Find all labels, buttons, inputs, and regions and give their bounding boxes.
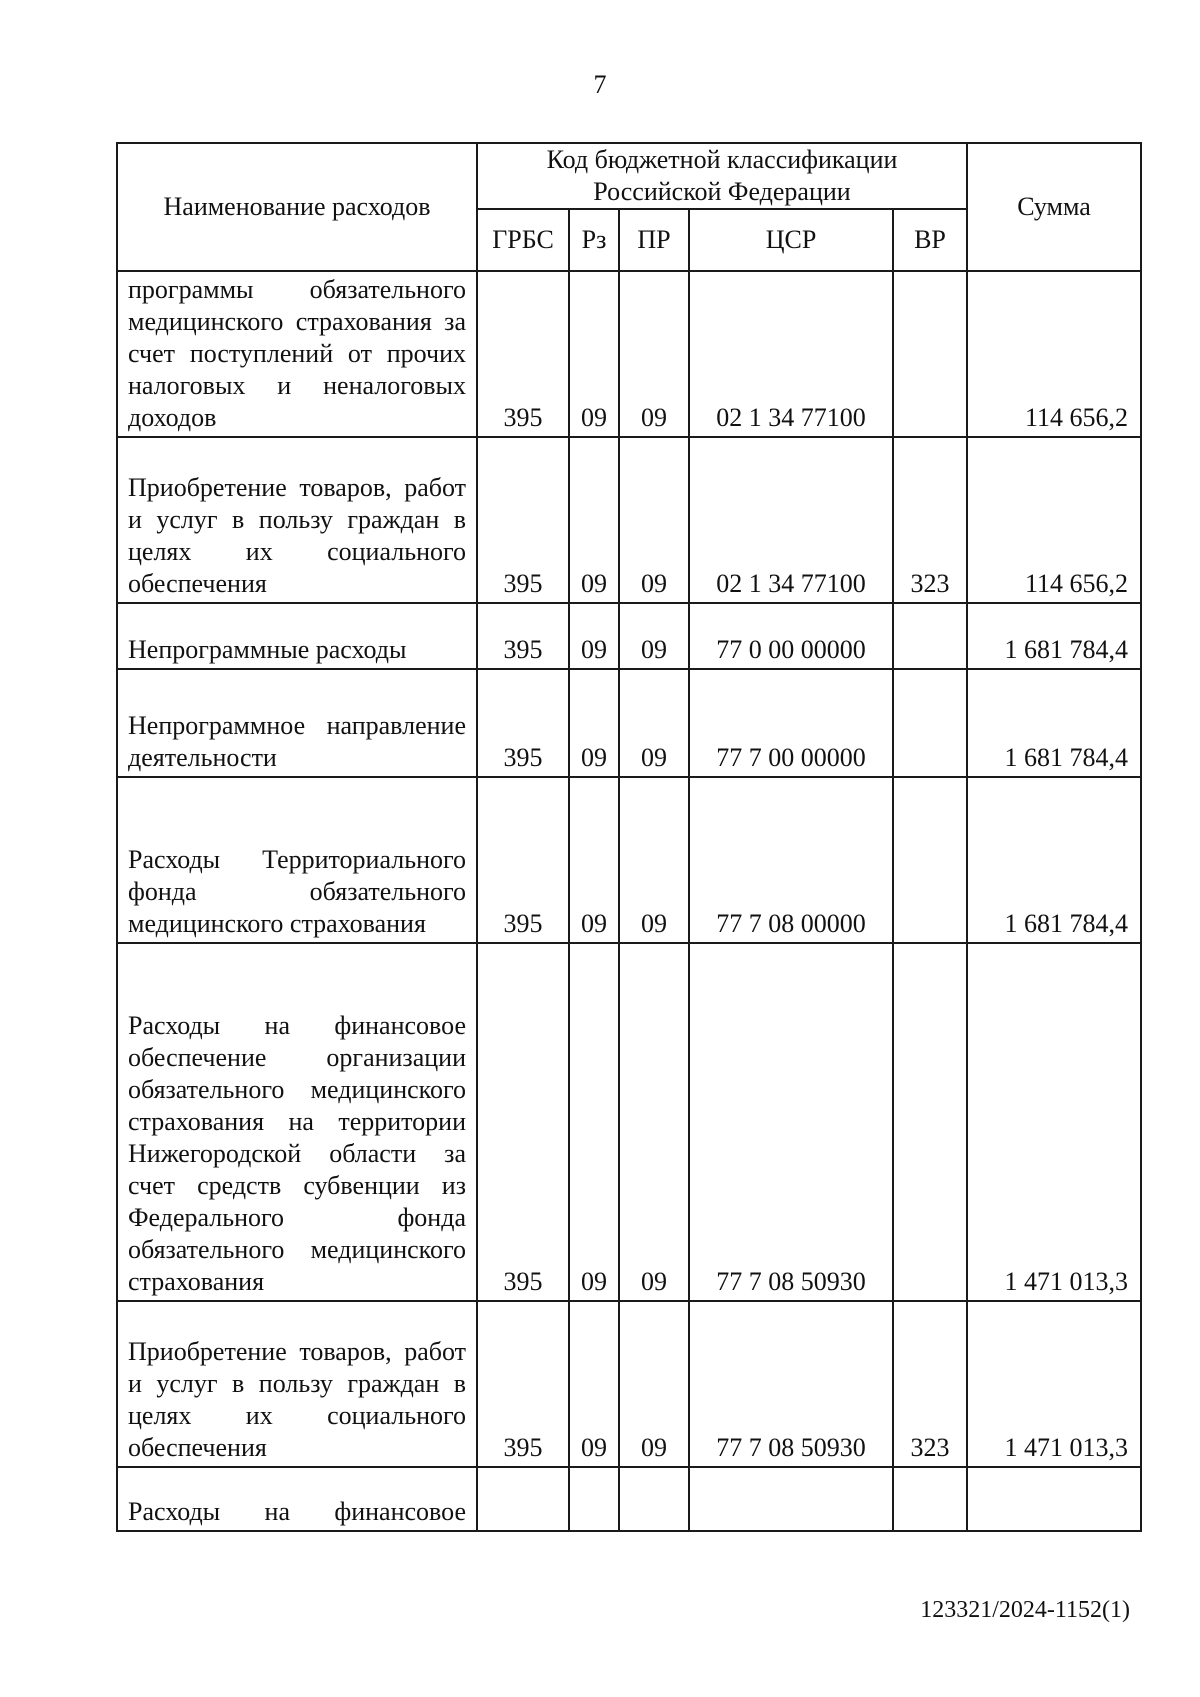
row-pr <box>619 1467 689 1531</box>
row-csr <box>689 1467 893 1531</box>
table-row <box>117 943 1141 1301</box>
table-row <box>117 1301 1141 1467</box>
row-name: Приобретение товаров, работ и услуг в пользу граждан в целях их социального обеспечения <box>117 437 477 603</box>
row-pr: 09 <box>619 437 689 603</box>
row-rz <box>569 1467 619 1531</box>
row-rz: 09 <box>569 603 619 669</box>
row-csr: 77 7 00 00000 <box>689 669 893 777</box>
row-grbs: 395 <box>477 669 569 777</box>
row-name: Расходы на финансовое <box>117 1467 477 1531</box>
table-row <box>117 271 1141 437</box>
header-code-group: Код бюджетной классификации Российской Федерации <box>477 143 967 209</box>
header-pr: ПР <box>619 209 689 271</box>
table-row <box>117 603 1141 669</box>
table-row <box>117 1467 1141 1531</box>
header-rz: Рз <box>569 209 619 271</box>
row-name: Непрограммное направление деятельности <box>117 669 477 777</box>
header-grbs: ГРБС <box>477 209 569 271</box>
header-csr: ЦСР <box>689 209 893 271</box>
row-rz: 09 <box>569 271 619 437</box>
row-csr: 77 7 08 50930 <box>689 943 893 1301</box>
row-sum: 1 471 013,3 <box>967 1301 1141 1467</box>
row-pr: 09 <box>619 943 689 1301</box>
row-vr: 323 <box>893 437 967 603</box>
table-row <box>117 437 1141 603</box>
table-row <box>117 669 1141 777</box>
budget-table <box>116 142 1142 1532</box>
row-grbs: 395 <box>477 437 569 603</box>
row-vr <box>893 1467 967 1531</box>
row-sum <box>967 1467 1141 1531</box>
row-pr: 09 <box>619 669 689 777</box>
row-sum: 1 681 784,4 <box>967 669 1141 777</box>
row-grbs: 395 <box>477 271 569 437</box>
row-sum: 114 656,2 <box>967 437 1141 603</box>
row-csr: 77 7 08 50930 <box>689 1301 893 1467</box>
row-name: Расходы Территориального фонда обязательного медицинского страхования <box>117 777 477 943</box>
row-csr: 02 1 34 77100 <box>689 437 893 603</box>
row-sum: 1 681 784,4 <box>967 777 1141 943</box>
row-rz: 09 <box>569 777 619 943</box>
row-csr: 77 0 00 00000 <box>689 603 893 669</box>
row-vr: 323 <box>893 1301 967 1467</box>
page-number: 7 <box>593 70 607 99</box>
row-name: Непрограммные расходы <box>117 603 477 669</box>
row-pr: 09 <box>619 1301 689 1467</box>
row-csr: 02 1 34 77100 <box>689 271 893 437</box>
row-grbs: 395 <box>477 1301 569 1467</box>
row-grbs: 395 <box>477 603 569 669</box>
document-number: 123321/2024-1152(1) <box>920 1597 1130 1623</box>
row-sum: 114 656,2 <box>967 271 1141 437</box>
row-rz: 09 <box>569 1301 619 1467</box>
row-csr: 77 7 08 00000 <box>689 777 893 943</box>
row-pr: 09 <box>619 777 689 943</box>
row-name: программы обязательного медицинского страхования за счет поступлений от прочих налоговых и неналоговых доходов <box>117 271 477 437</box>
row-grbs: 395 <box>477 777 569 943</box>
header-sum: Сумма <box>967 143 1141 271</box>
row-rz: 09 <box>569 437 619 603</box>
row-sum: 1 471 013,3 <box>967 943 1141 1301</box>
row-name: Приобретение товаров, работ и услуг в пользу граждан в целях их социального обеспечения <box>117 1301 477 1467</box>
row-sum: 1 681 784,4 <box>967 603 1141 669</box>
row-rz: 09 <box>569 943 619 1301</box>
row-vr <box>893 271 967 437</box>
row-vr <box>893 943 967 1301</box>
row-vr <box>893 603 967 669</box>
row-grbs <box>477 1467 569 1531</box>
header-vr: ВР <box>893 209 967 271</box>
row-vr <box>893 777 967 943</box>
header-name: Наименование расходов <box>117 143 477 271</box>
table-row <box>117 777 1141 943</box>
row-vr <box>893 669 967 777</box>
row-rz: 09 <box>569 669 619 777</box>
row-grbs: 395 <box>477 943 569 1301</box>
row-pr: 09 <box>619 603 689 669</box>
row-name: Расходы на финансовое обеспечение организации обязательного медицинского страхования на территории Нижегородской области за счет средств субвенции из Федерального фонда обязательного медицинского страхования <box>117 943 477 1301</box>
row-pr: 09 <box>619 271 689 437</box>
